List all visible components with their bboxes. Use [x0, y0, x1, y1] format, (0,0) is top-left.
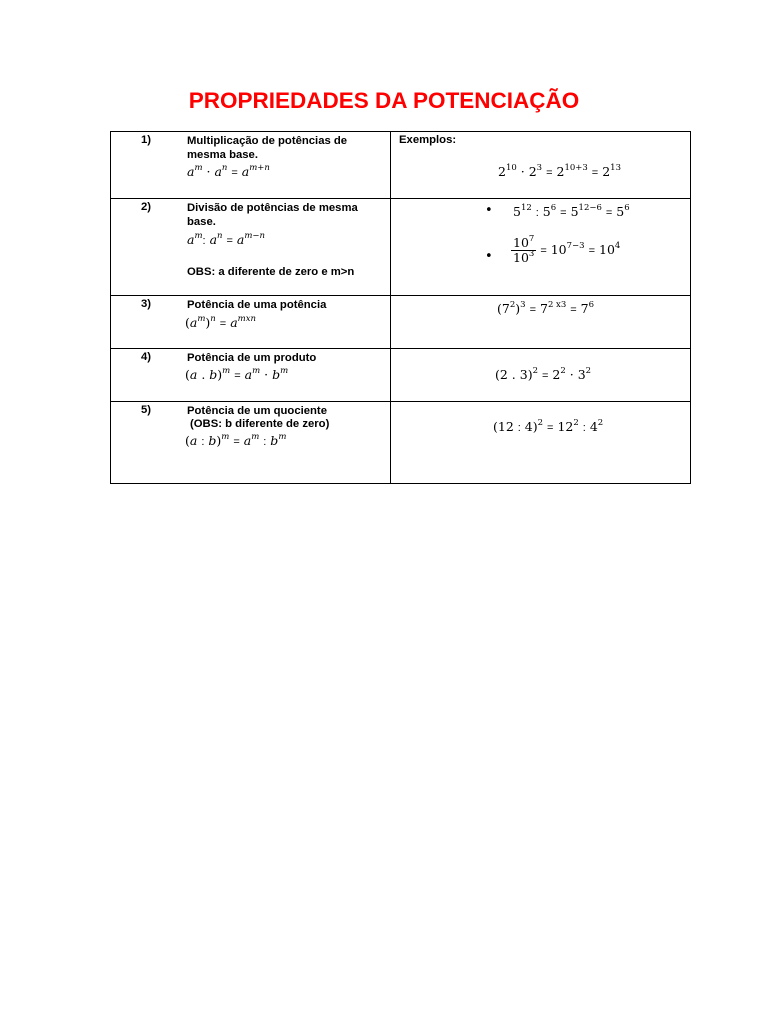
example-cell — [391, 402, 691, 484]
example-cell — [391, 296, 691, 349]
example-cell — [391, 349, 691, 402]
properties-table — [110, 131, 691, 484]
examples-header: Exemplos: — [399, 134, 457, 146]
property-cell — [111, 199, 391, 296]
example-formula: $2^{10} \cdot 2^3 = 2^{10+3} = 2^{13}$ — [498, 163, 621, 179]
example-formula: $\frac{10^7}{10^3}$ = $10^{7-3} = 10^4$ — [513, 234, 621, 265]
example-formula: $(7^2)^3 = 7^{2 x3} = 7^6$ — [497, 300, 595, 316]
property-cell — [111, 132, 391, 199]
row-number: 1) — [141, 134, 152, 146]
property-label: Potência de um produto — [187, 352, 317, 364]
property-label: Multiplicação de potências de mesma base. — [187, 135, 348, 161]
property-cell — [111, 296, 391, 349]
table-row — [111, 349, 691, 402]
row-number: 4) — [141, 351, 152, 363]
formula: $(a^m)^n = a^{mxn}$ — [185, 314, 256, 330]
property-note: OBS: a diferente de zero e m>n — [187, 266, 355, 278]
bullet-icon: • — [485, 249, 493, 264]
property-cell — [111, 402, 391, 484]
row-number: 5) — [141, 404, 152, 416]
formula: $a^m \cdot a^n = a^{m+n}$ — [187, 163, 270, 179]
row-number: 3) — [141, 298, 152, 310]
property-cell — [111, 349, 391, 402]
example-formula: (2 . $3)^2 = 2^2 \cdot 3^2$ — [495, 366, 592, 382]
formula: (a . $b)^m = a^m \cdot b^m$ — [185, 366, 289, 382]
property-note: (OBS: b diferente de zero) — [190, 418, 330, 430]
property-label: Divisão de potências de mesma base. — [187, 202, 358, 228]
row-number: 2) — [141, 201, 152, 213]
example-cell — [391, 132, 691, 199]
property-label: Potência de uma potência — [187, 299, 327, 311]
formula: (a : $b)^m = a^m$ : $b^m$ — [185, 432, 287, 448]
formula: $a^m$: $a^n = a^{m-n}$ — [187, 231, 266, 247]
example-cell — [391, 199, 691, 296]
table-row — [111, 296, 691, 349]
table-row — [111, 402, 691, 484]
example-formula: $5^{12}$ : $5^6 = 5^{12-6} = 5^6$ — [513, 203, 630, 219]
example-formula: (12 : $4)^2 = 12^2$ : $4^2$ — [493, 418, 604, 434]
property-label: Potência de um quociente — [187, 405, 327, 417]
table-row — [111, 199, 691, 296]
table-row — [111, 132, 691, 199]
page-title: PROPRIEDADES DA POTENCIAÇÃO — [188, 88, 580, 113]
bullet-icon: • — [485, 203, 493, 218]
